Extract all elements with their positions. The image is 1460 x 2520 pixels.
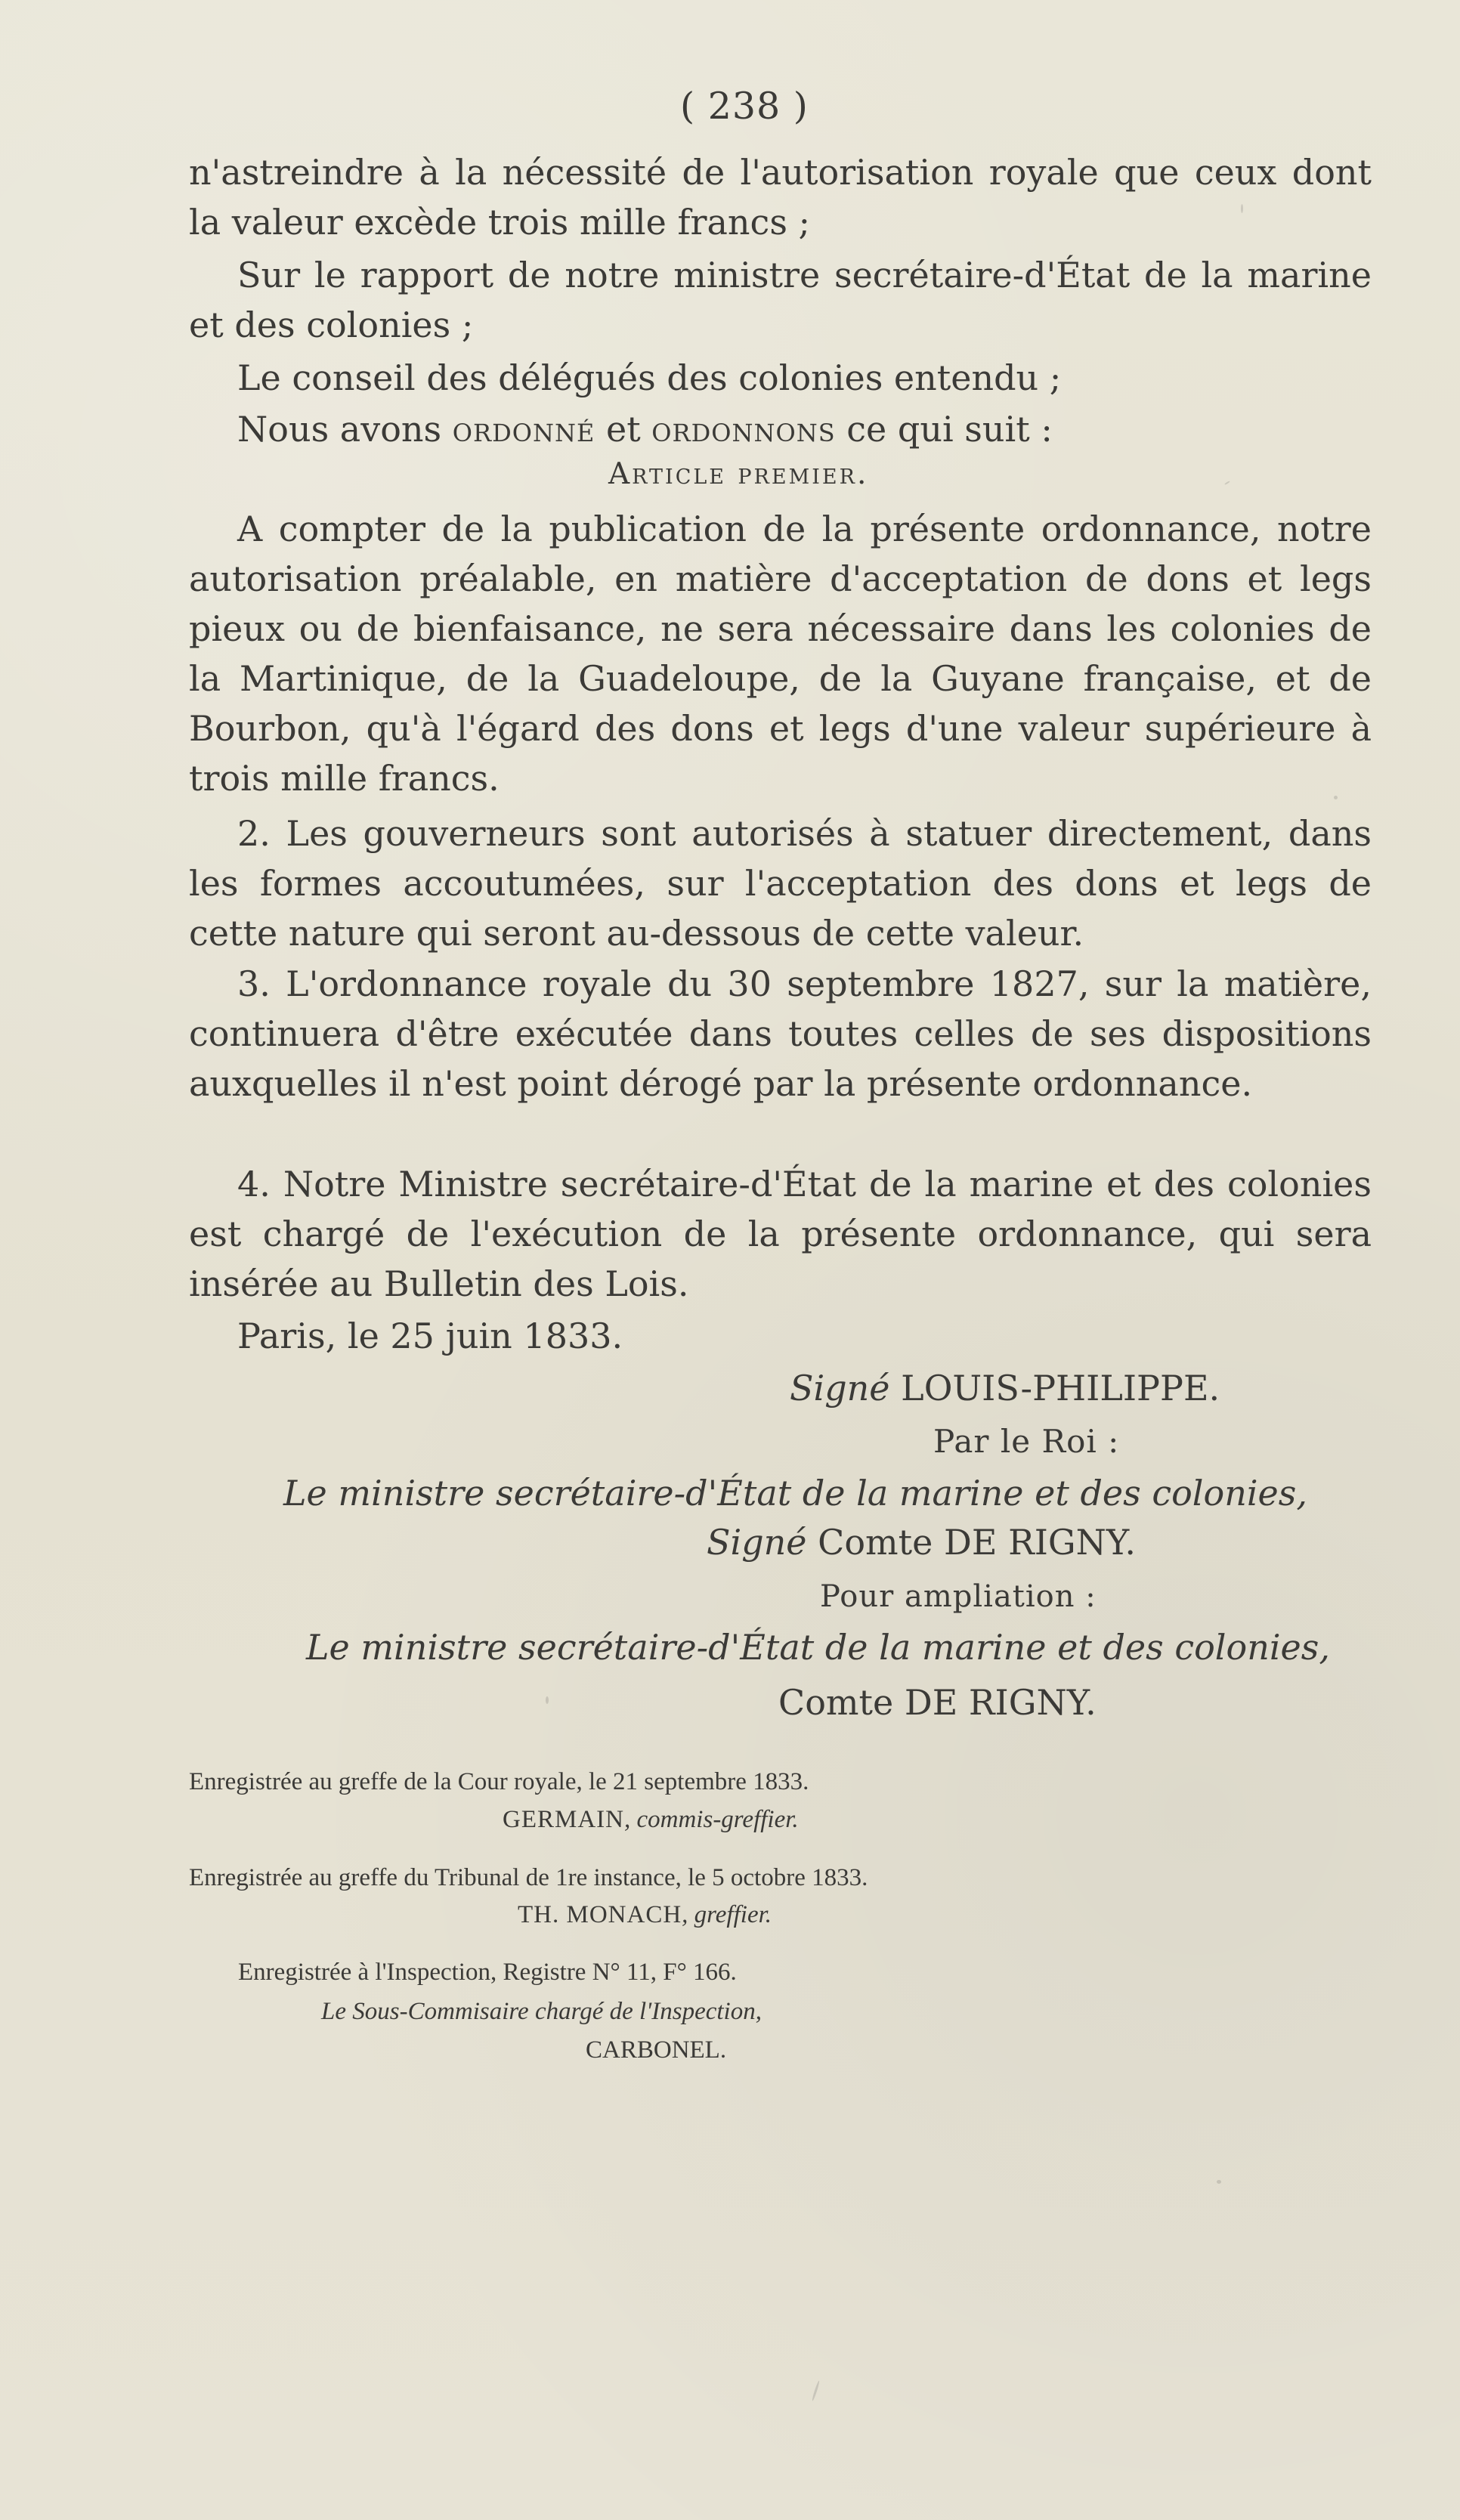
article-2-paragraph: 2. Les gouverneurs sont autorisés à statuer directement, dans les formes accoutumées, sur l'acceptation des dons et legs de cette nature qui seront au-dessous de cette valeur. — [189, 813, 1372, 954]
registration-inspection: Enregistrée à l'Inspection, Registre N° 11, F° 166. — [238, 1959, 737, 1986]
paragraph-report: Sur le rapport de notre ministre secrétaire-d'État de la marine et des colonies ; — [189, 255, 1372, 345]
registration-royal-court: Enregistrée au greffe de la Cour royale, le 21 septembre 1833. — [189, 1768, 809, 1795]
paragraph-council: Le conseil des délégués des colonies entendu ; — [237, 357, 1062, 398]
paper-speck — [546, 1696, 549, 1704]
signed-label: Signé — [707, 1522, 807, 1563]
ordering-word: ordonnons — [651, 409, 836, 450]
ordered-word: ordonné — [452, 409, 595, 450]
minister-title: Le ministre secrétaire-d'État de la marine et des colonies, — [283, 1473, 1308, 1514]
ordering-end: ce qui suit : — [835, 409, 1053, 450]
paragraph-ordering — [189, 404, 1372, 454]
greffier-role: , greffier. — [682, 1901, 772, 1928]
king-signature — [790, 1363, 1220, 1413]
ampliation-minister-title: Le ministre secrétaire-d'État de la marine et des colonies, — [306, 1627, 1331, 1668]
clerk-name: GERMAIN — [503, 1806, 624, 1833]
paper-speck — [1224, 481, 1230, 485]
article-heading: Article premier. — [608, 457, 869, 491]
minister-signature — [707, 1517, 1136, 1567]
ampliation-label: Pour ampliation : — [820, 1579, 1097, 1614]
commissioner-name: CARBONEL. — [586, 2036, 727, 2064]
article-4-paragraph: 4. Notre Ministre secrétaire-d'État de la marine et des colonies est chargé de l'exécution de la présente ordonnance, qui sera insérée au Bulletin des Lois. — [189, 1164, 1372, 1304]
paragraph-opening: n'astreindre à la nécessité de l'autorisation royale que ceux dont la valeur excède trois mille francs ; — [189, 152, 1372, 243]
ordering-middle: et — [595, 409, 652, 450]
registration-tribunal: Enregistrée au greffe du Tribunal de 1re instance, le 5 octobre 1833. — [189, 1864, 868, 1891]
ampliation-minister-name: Comte DE RIGNY. — [778, 1682, 1097, 1723]
article-1-paragraph: A compter de la publication de la présente ordonnance, notre autorisation préalable, en matière d'acceptation de dons et legs pieux ou de bienfaisance, ne sera nécessaire dans les colonies de la Martinique, de la Guadeloupe, de la Guyane française, et de Bourbon, qu'à l'égard des dons et legs d'une valeur supérieure à trois mille francs. — [189, 509, 1372, 799]
page-number: ( 238 ) — [680, 85, 809, 128]
minister-name: Comte DE RIGNY. — [806, 1522, 1136, 1563]
paper-speck — [1217, 2180, 1221, 2184]
greffier-name: TH. MONACH — [518, 1901, 682, 1928]
article-3-paragraph: 3. L'ordonnance royale du 30 septembre 1827, sur la matière, continuera d'être exécutée dans toutes celles de ses dispositions auxquelles il n'est point dérogé par la présente ordonnance. — [189, 963, 1372, 1104]
registration-clerk — [503, 1802, 799, 1837]
signed-label: Signé — [790, 1368, 890, 1408]
king-name: LOUIS-PHILIPPE. — [889, 1368, 1220, 1408]
clerk-role: , commis-greffier. — [624, 1806, 799, 1833]
registration-greffier — [518, 1897, 772, 1932]
date-line: Paris, le 25 juin 1833. — [237, 1316, 623, 1356]
paper-speck — [812, 2380, 821, 2401]
by-the-king: Par le Roi : — [933, 1423, 1120, 1460]
ordering-start: Nous avons — [237, 409, 453, 450]
inspection-commissioner: Le Sous-Commisaire chargé de l'Inspection, — [321, 1998, 762, 2025]
